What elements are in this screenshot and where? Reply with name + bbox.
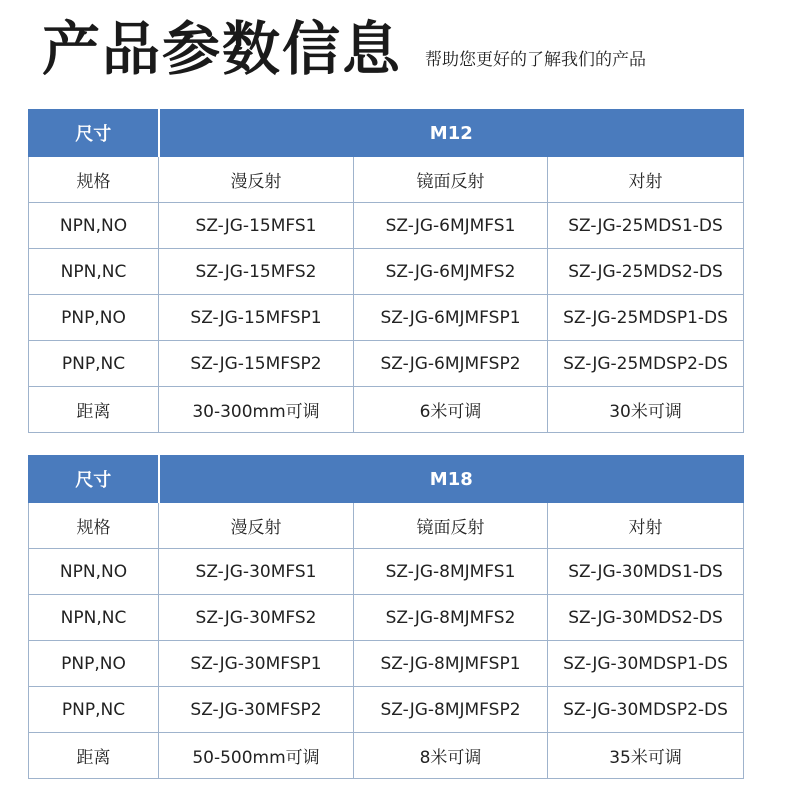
table-cell: SZ-JG-8MJMFS2 <box>354 595 548 641</box>
table-cell: SZ-JG-30MDSP1-DS <box>548 641 744 687</box>
table-cell: 35米可调 <box>548 733 744 779</box>
table-cell: SZ-JG-15MFS1 <box>159 203 354 249</box>
model-header-cell: M12 <box>159 110 744 157</box>
column-header: 规格 <box>29 157 159 203</box>
column-header: 漫反射 <box>159 157 354 203</box>
page-subtitle: 帮助您更好的了解我们的产品 <box>425 50 646 70</box>
table-header-row <box>29 456 744 503</box>
column-header: 漫反射 <box>159 503 354 549</box>
table-cell: SZ-JG-25MDS2-DS <box>548 249 744 295</box>
table-cell: SZ-JG-30MDS1-DS <box>548 549 744 595</box>
table-cell: SZ-JG-15MFSP2 <box>159 341 354 387</box>
size-header-cell: 尺寸 <box>29 110 159 157</box>
table-cell: SZ-JG-30MFS1 <box>159 549 354 595</box>
column-header: 镜面反射 <box>354 503 548 549</box>
table-cell: SZ-JG-25MDSP1-DS <box>548 295 744 341</box>
table-cell: SZ-JG-15MFS2 <box>159 249 354 295</box>
table-cell: NPN,NO <box>29 549 159 595</box>
column-header-row <box>29 503 744 549</box>
table-cell: PNP,NO <box>29 295 159 341</box>
column-header-row <box>29 157 744 203</box>
table-cell: SZ-JG-30MFSP2 <box>159 687 354 733</box>
model-header-cell: M18 <box>159 456 744 503</box>
table-cell: SZ-JG-8MJMFS1 <box>354 549 548 595</box>
table-row <box>29 733 744 779</box>
table-cell: SZ-JG-25MDS1-DS <box>548 203 744 249</box>
table-row <box>29 387 744 433</box>
table-cell: NPN,NC <box>29 249 159 295</box>
table-cell: SZ-JG-8MJMFSP2 <box>354 687 548 733</box>
table-cell: NPN,NC <box>29 595 159 641</box>
table-cell: 50-500mm可调 <box>159 733 354 779</box>
table-cell: SZ-JG-30MDSP2-DS <box>548 687 744 733</box>
table-cell: 8米可调 <box>354 733 548 779</box>
table-row <box>29 249 744 295</box>
spec-table-m18 <box>28 455 744 779</box>
column-header: 规格 <box>29 503 159 549</box>
table-row <box>29 203 744 249</box>
table-cell: 距离 <box>29 733 159 779</box>
page-header <box>42 8 782 88</box>
table-row <box>29 595 744 641</box>
table-cell: SZ-JG-15MFSP1 <box>159 295 354 341</box>
table-row <box>29 295 744 341</box>
table-row <box>29 687 744 733</box>
table-cell: SZ-JG-6MJMFS1 <box>354 203 548 249</box>
table-cell: PNP,NC <box>29 687 159 733</box>
table-row <box>29 641 744 687</box>
table-row <box>29 341 744 387</box>
table-cell: 30-300mm可调 <box>159 387 354 433</box>
table-cell: SZ-JG-30MDS2-DS <box>548 595 744 641</box>
table-row <box>29 549 744 595</box>
table-cell: NPN,NO <box>29 203 159 249</box>
column-header: 对射 <box>548 503 744 549</box>
table-cell: SZ-JG-6MJMFSP1 <box>354 295 548 341</box>
spec-table-m12 <box>28 109 744 433</box>
table-cell: SZ-JG-8MJMFSP1 <box>354 641 548 687</box>
size-header-cell: 尺寸 <box>29 456 159 503</box>
table-cell: 6米可调 <box>354 387 548 433</box>
table-cell: PNP,NC <box>29 341 159 387</box>
table-cell: SZ-JG-6MJMFS2 <box>354 249 548 295</box>
table-header-row <box>29 110 744 157</box>
page-title: 产品参数信息 <box>42 15 403 83</box>
table-cell: SZ-JG-30MFS2 <box>159 595 354 641</box>
table-cell: PNP,NO <box>29 641 159 687</box>
column-header: 镜面反射 <box>354 157 548 203</box>
table-cell: 距离 <box>29 387 159 433</box>
table-cell: SZ-JG-6MJMFSP2 <box>354 341 548 387</box>
table-cell: SZ-JG-30MFSP1 <box>159 641 354 687</box>
table-cell: 30米可调 <box>548 387 744 433</box>
column-header: 对射 <box>548 157 744 203</box>
table-cell: SZ-JG-25MDSP2-DS <box>548 341 744 387</box>
